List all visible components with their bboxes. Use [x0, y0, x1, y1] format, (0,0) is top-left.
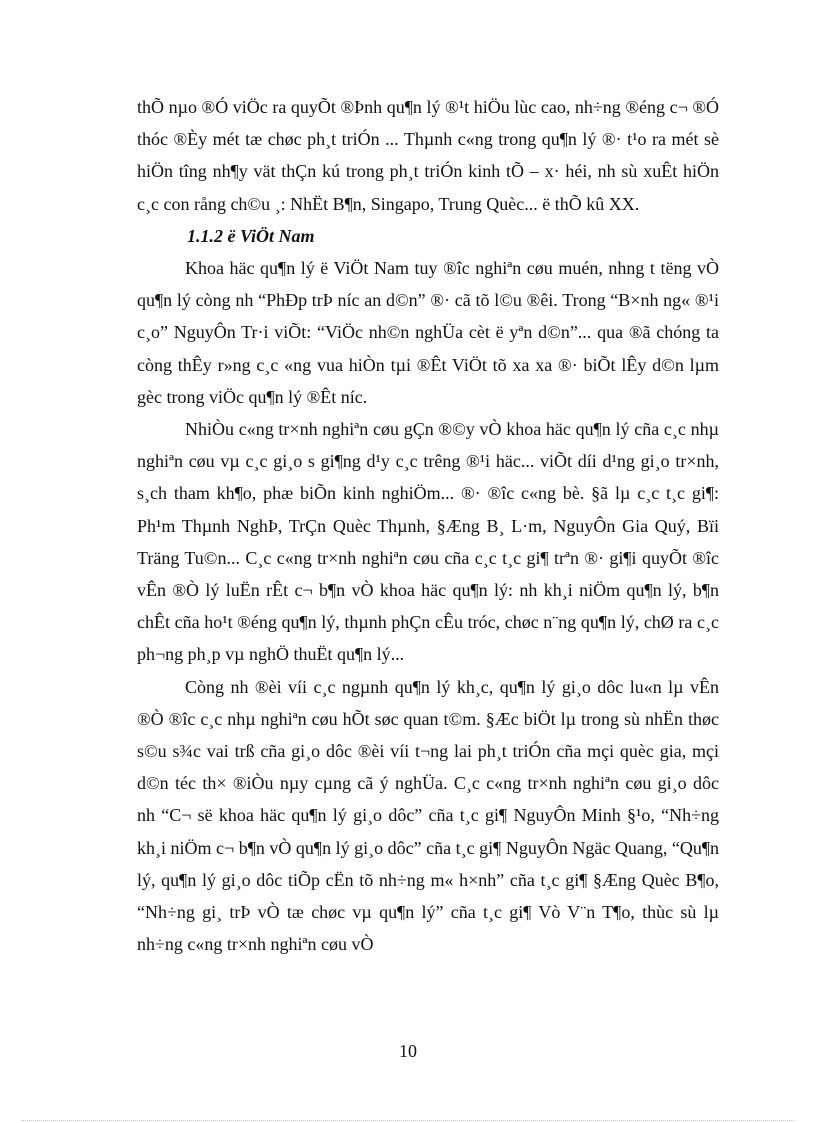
- page-number: 10: [399, 1041, 417, 1061]
- page-content: [137, 91, 719, 960]
- page-bottom-rule: [22, 1120, 794, 1121]
- section-heading: 1.1.2 ë ViÖt Nam: [187, 225, 315, 246]
- paragraph-continuation: thÕ nµo ®Ó viÖc ra quyÕt ®Þnh qu¶n lý ®¹t hiÖu lùc cao, nh÷ng ®éng c¬ ®Ó thóc ®Èy mét tæ chøc ph¸t triÓn ... Thµnh c«ng trong qu¶n lý ®· t¹o ra mét sè hiÖn tîng nh¶y vät thÇn kú trong ph¸t triÓn kinh tÕ – x· héi, nh sù xuÊt hiÖn c¸c con rång ch©u ¸: NhËt B¶n, Singapo, Trung Quèc... ë thÕ kû XX.: [137, 97, 719, 214]
- paragraph-2: NhiÒu c«ng tr×nh nghiªn cøu gÇn ®©y vÒ khoa häc qu¶n lý cña c¸c nhµ nghiªn cøu vµ c¸c gi¸o s gi¶ng d¹y c¸c trêng ®¹i häc... viÕt díi d¹ng gi¸o tr×nh, s¸ch tham kh¶o, phæ biÕn kinh nghiÖm... ®· ®îc c«ng bè. §ã lµ c¸c t¸c gi¶: Ph¹m Thµnh NghÞ, TrÇn Quèc Thµnh, §Æng B¸ L·m, NguyÔn Gia Quý, Bïi Träng Tu©n... C¸c c«ng tr×nh nghiªn cøu cña c¸c t¸c gi¶ trªn ®· gi¶i quyÕt ®îc vÊn ®Ò lý luËn rÊt c¬ b¶n vÒ khoa häc qu¶n lý: nh kh¸i niÖm qu¶n lý, b¶n chÊt cña ho¹t ®éng qu¶n lý, thµnh phÇn cÊu tróc, chøc n¨ng qu¶n lý, chØ ra c¸c ph¬ng ph¸p vµ nghÖ thuËt qu¶n lý...: [137, 419, 719, 665]
- paragraph-3: Còng nh ®èi víi c¸c ngµnh qu¶n lý kh¸c, qu¶n lý gi¸o dôc lu«n lµ vÊn ®Ò ®îc c¸c nhµ nghiªn cøu hÕt søc quan t©m. §Æc biÖt lµ trong sù nhËn thøc s©u s¾c vai trß cña gi¸o dôc ®èi víi t¬ng lai ph¸t triÓn cña mçi quèc gia, mçi d©n téc th× ®iÒu nµy cµng cã ý nghÜa. C¸c c«ng tr×nh nghiªn cøu gi¸o dôc nh “C¬ së khoa häc qu¶n lý gi¸o dôc” cña t¸c gi¶ NguyÔn Minh §¹o, “Nh÷ng kh¸i niÖm c¬ b¶n vÒ qu¶n lý gi¸o dôc” cña t¸c gi¶ NguyÔn Ngäc Quang, “Qu¶n lý, qu¶n lý gi¸o dôc tiÕp cËn tõ nh÷ng m« h×nh” cña t¸c gi¶ §Æng Quèc B¶o, “Nh÷ng gi¸ trÞ vÒ tæ chøc vµ qu¶n lý” cña t¸c gi¶ Vò V¨n T¶o, thùc sù lµ nh÷ng c«ng tr×nh nghiªn cøu vÒ: [137, 676, 719, 955]
- paragraph-1: Khoa häc qu¶n lý ë ViÖt Nam tuy ®îc nghiªn cøu muén, nhng t tëng vÒ qu¶n lý còng nh “PhÐp trÞ níc an d©n” ®· cã tõ l©u ®êi. Trong “B×nh ng« ®¹i c¸o” NguyÔn Tr·i viÕt: “ViÖc nh©n nghÜa cèt ë yªn d©n”... qua ®ã chóng ta còng thÊy r»ng c¸c «ng vua hiÒn tµi ®Êt ViÖt tõ xa xa ®· biÕt lÊy d©n lµm gèc trong viÖc qu¶n lý ®Êt níc.: [137, 258, 719, 407]
